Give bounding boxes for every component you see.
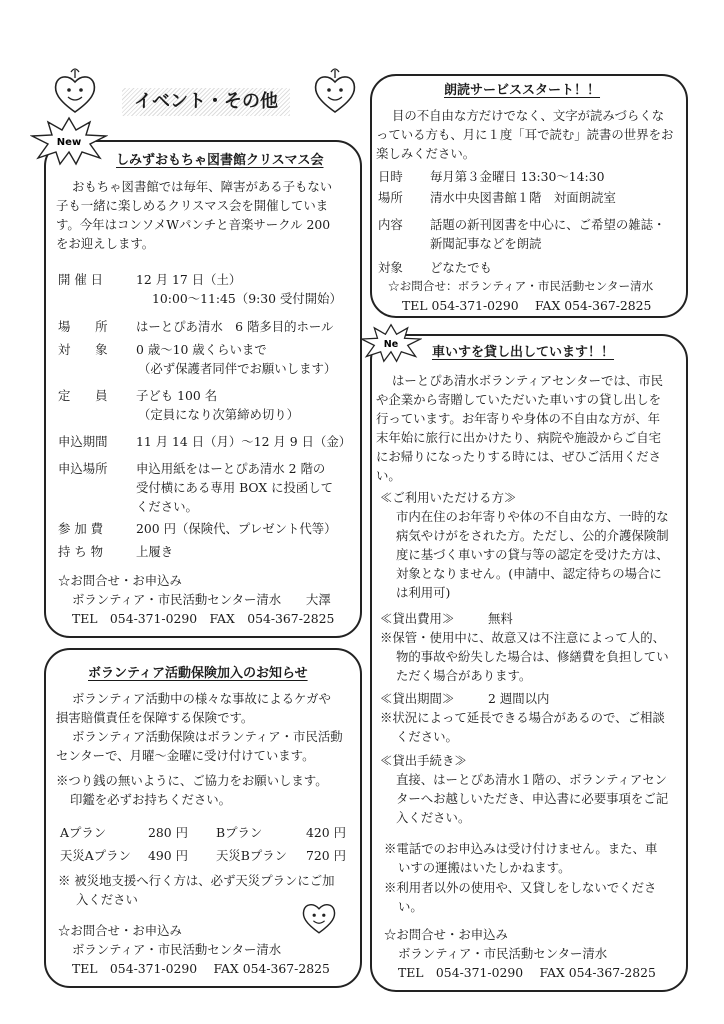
apply-place-label: 申込場所 (58, 461, 108, 476)
new-badge-label: Ne (383, 338, 399, 350)
xmas-title: しみずおもちゃ図書館クリスマス会 (116, 153, 324, 168)
bring-value: 上履き (136, 544, 174, 559)
fee-label: 参 加 費 (58, 521, 104, 536)
reading-contact-tel: TEL 054-371-0290 FAX 054-367-2825 (402, 298, 652, 313)
reading-date-label: 日時 (378, 169, 403, 184)
capacity-label: 定 員 (58, 388, 108, 403)
reading-content-label: 内容 (378, 217, 403, 232)
contact-tel: TEL 054-371-0290 FAX 054-367-2825 (72, 611, 335, 626)
plan-price: 280 円 (148, 825, 188, 840)
reading-place-value: 清水中央図書館１階 対面朗読室 (430, 190, 616, 205)
contact-heading: ☆お問合せ・お申込み (58, 923, 182, 938)
plan-price: 490 円 (148, 848, 188, 863)
section-heading: イベント・その他 (122, 88, 290, 116)
heart-face-icon (300, 896, 338, 936)
plan-name: 天災Aプラン (60, 848, 131, 863)
new-badge (360, 322, 422, 364)
plan-price: 420 円 (306, 825, 346, 840)
contact-org: ボランティア・市民活動センター清水 (398, 946, 608, 961)
reading-date-value: 毎月第３金曜日 13:30～14:30 (430, 169, 605, 184)
plan-name: Aプラン (60, 825, 107, 840)
contact-heading: ☆お問合せ・お申込み (58, 573, 182, 588)
fee-value: 無料 (488, 611, 513, 626)
heart-face-icon (52, 66, 98, 116)
contact-tel: TEL 054-371-0290 FAX 054-367-2825 (398, 965, 656, 980)
wheelchair-title: 車いすを貸し出しています！！ (432, 345, 615, 360)
contact-heading: ☆お問合せ・お申込み (384, 927, 508, 942)
reading-place-label: 場所 (378, 190, 403, 205)
heart-face-icon (312, 66, 358, 116)
new-badge (30, 116, 108, 166)
fee-heading: ≪貸出費用≫ (380, 611, 455, 626)
period-value: 2 週間以内 (488, 691, 550, 706)
place-value: はーとぴあ清水 6 階多目的ホール (136, 319, 334, 334)
eligible-heading: ≪ご利用いただける方≫ (380, 490, 517, 505)
reading-contact: ☆お問合せ：ボランティア・市民活動センター清水 (388, 279, 654, 293)
date-value: 12 月 17 日（土） (136, 272, 242, 287)
reading-target-label: 対象 (378, 260, 403, 275)
date-label: 開 催 日 (58, 272, 104, 287)
time-value: 10:00～11:45（9:30 受付開始） (152, 291, 342, 306)
period-label: 申込期間 (58, 434, 108, 449)
place-label: 場 所 (58, 319, 108, 334)
target-label: 対 象 (58, 342, 108, 357)
reading-target-value: どなたでも (430, 260, 492, 275)
capacity-note: （定員になり次第締め切り） (138, 407, 300, 422)
reading-title: 朗読サービススタート！！ (444, 83, 601, 98)
contact-tel: TEL 054-371-0290 FAX 054-367-2825 (72, 961, 330, 976)
contact-org: ボランティア・市民活動センター清水 (72, 942, 282, 957)
insurance-title: ボランティア活動保険加入のお知らせ (88, 666, 308, 681)
target-value: 0 歳～10 歳くらいまで (136, 342, 267, 357)
period-heading: ≪貸出期間≫ (380, 691, 455, 706)
bring-label: 持 ち 物 (58, 544, 104, 559)
fee-value: 200 円（保険代、プレゼント代等） (136, 521, 337, 536)
plan-name: Bプラン (216, 825, 263, 840)
capacity-value: 子ども 100 名 (136, 388, 218, 403)
contact-org: ボランティア・市民活動センター清水 大澤 (72, 592, 331, 607)
plan-name: 天災Bプラン (216, 848, 288, 863)
target-note: （必ず保護者同伴でお願いします） (138, 361, 337, 376)
new-badge-label: New (56, 137, 82, 148)
procedure-heading: ≪貸出手続き≫ (380, 753, 467, 768)
plan-price: 720 円 (306, 848, 346, 863)
period-value: 11 月 14 日（月）～12 月 9 日（金） (136, 434, 352, 449)
